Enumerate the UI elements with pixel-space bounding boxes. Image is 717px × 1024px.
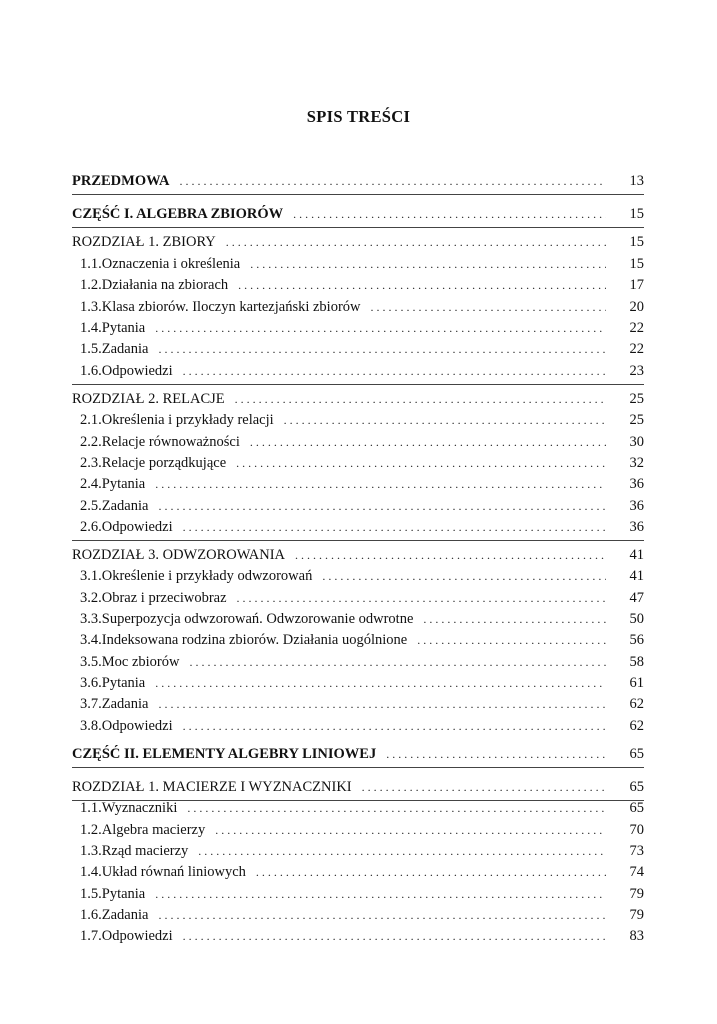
toc-entry-section[interactable] (80, 863, 644, 881)
toc-entry-section[interactable] (80, 518, 644, 536)
toc-entry-label: CZĘŚĆ II. ELEMENTY ALGEBRY LINIOWEJ (72, 746, 377, 762)
toc-entry-section[interactable] (80, 631, 644, 649)
leader-dots (215, 821, 606, 839)
toc-entry-number: 3.4. (80, 632, 102, 648)
toc-entry-page-number: 25 (629, 391, 644, 407)
toc-entry-number: 2.6. (80, 519, 102, 535)
divider (72, 767, 644, 768)
toc-entry-label: Obraz i przeciwobraz (101, 590, 227, 606)
toc-entry-page-number: 65 (629, 779, 644, 795)
toc-entry-label: Pytania (101, 320, 146, 336)
toc-entry-label: CZĘŚĆ I. ALGEBRA ZBIORÓW (72, 206, 284, 222)
leader-dots (238, 276, 606, 294)
toc-entry-page-number: 65 (629, 800, 644, 816)
toc-entry-page-number: 15 (629, 256, 644, 272)
leader-dots (187, 799, 606, 817)
toc-entry-number: 1.4. (80, 864, 102, 880)
toc-entry-number: 3.6. (80, 675, 102, 691)
toc-entry-page-number: 62 (629, 718, 644, 734)
toc-entry-label: Indeksowana rodzina zbiorów. Działania uogólnione (101, 632, 408, 648)
toc-entry-page-number: 13 (629, 173, 644, 189)
toc-entry-page-number: 62 (629, 696, 644, 712)
toc-entry-number: 3.7. (80, 696, 102, 712)
toc-entry-page-number: 70 (629, 822, 644, 838)
toc-entry-section[interactable] (80, 567, 644, 585)
leader-dots (250, 433, 606, 451)
toc-entry-page-number: 22 (629, 320, 644, 336)
toc-entry-section[interactable] (80, 454, 644, 472)
toc-entry-top[interactable] (72, 172, 644, 190)
leader-dots (155, 674, 606, 692)
toc-entry-page-number: 36 (629, 476, 644, 492)
toc-entry-part[interactable] (72, 205, 644, 223)
toc-entry-label: Rząd macierzy (101, 843, 189, 859)
toc-entry-section[interactable] (80, 842, 644, 860)
toc-entry-number: 3.1. (80, 568, 102, 584)
toc-entry-section[interactable] (80, 276, 644, 294)
leader-dots (183, 717, 606, 735)
toc-entry-section[interactable] (80, 799, 644, 817)
leader-dots (158, 340, 606, 358)
toc-entry-number: 1.1. (80, 800, 102, 816)
toc-entry-page-number: 22 (629, 341, 644, 357)
toc-entry-number: 1.3. (80, 299, 102, 315)
toc-entry-label: Określenia i przykłady relacji (101, 412, 274, 428)
toc-entry-label: Określenie i przykłady odwzorowań (101, 568, 313, 584)
toc-entry-label: Odpowiedzi (101, 718, 173, 734)
page-title: SPIS TREŚCI (306, 107, 411, 126)
toc-entry-page-number: 79 (629, 886, 644, 902)
toc-entry-page-number: 61 (629, 675, 644, 691)
toc-entry-number: 3.2. (80, 590, 102, 606)
divider (72, 540, 644, 541)
leader-dots (423, 610, 606, 628)
toc-entry-chapter[interactable] (72, 778, 644, 796)
divider (72, 384, 644, 385)
toc-entry-label: ROZDZIAŁ 2. RELACJE (72, 391, 225, 407)
toc-entry-chapter[interactable] (72, 546, 644, 564)
leader-dots (250, 255, 606, 273)
toc-entry-page-number: 15 (629, 206, 644, 222)
toc-entry-label: Moc zbiorów (101, 654, 180, 670)
leader-dots (362, 778, 606, 796)
toc-entry-section[interactable] (80, 319, 644, 337)
toc-entry-page-number: 41 (629, 547, 644, 563)
toc-entry-section[interactable] (80, 433, 644, 451)
leader-dots (295, 546, 606, 564)
toc-entry-page-number: 36 (629, 498, 644, 514)
toc-entry-label: Odpowiedzi (101, 363, 173, 379)
toc-entry-page-number: 73 (629, 843, 644, 859)
leader-dots (189, 653, 606, 671)
leader-dots (155, 885, 606, 903)
toc-entry-number: 1.2. (80, 277, 102, 293)
toc-entry-page-number: 56 (629, 632, 644, 648)
leader-dots (386, 745, 606, 763)
leader-dots (158, 497, 606, 515)
leader-dots (371, 298, 606, 316)
toc-entry-label: Zadania (101, 498, 149, 514)
leader-dots (226, 233, 606, 251)
toc-entry-page-number: 25 (629, 412, 644, 428)
leader-dots (235, 390, 606, 408)
toc-entry-section[interactable] (80, 411, 644, 429)
toc-entry-page-number: 58 (629, 654, 644, 670)
leader-dots (183, 927, 606, 945)
toc-entry-page-number: 41 (629, 568, 644, 584)
toc-entry-label: Oznaczenia i określenia (101, 256, 241, 272)
toc-entry-label: Odpowiedzi (101, 519, 173, 535)
toc-entry-page-number: 17 (629, 277, 644, 293)
toc-entry-page-number: 32 (629, 455, 644, 471)
toc-entry-section[interactable] (80, 340, 644, 358)
toc-entry-section[interactable] (80, 610, 644, 628)
toc-entry-section[interactable] (80, 589, 644, 607)
toc-entry-label: Układ równań liniowych (101, 864, 246, 880)
toc-entry-number: 1.3. (80, 843, 102, 859)
leader-dots (158, 906, 606, 924)
leader-dots (155, 475, 606, 493)
toc-entry-label: Zadania (101, 907, 149, 923)
toc-entry-page-number: 79 (629, 907, 644, 923)
toc-entry-part[interactable] (72, 745, 644, 763)
toc-entry-section[interactable] (80, 821, 644, 839)
toc-entry-label: ROZDZIAŁ 1. MACIERZE I WYZNACZNIKI (72, 779, 352, 795)
toc-entry-number: 1.2. (80, 822, 102, 838)
toc-entry-label: Zadania (101, 696, 149, 712)
leader-dots (155, 319, 606, 337)
toc-entry-label: ROZDZIAŁ 3. ODWZOROWANIA (72, 547, 286, 563)
toc-entry-number: 1.5. (80, 341, 102, 357)
toc-entry-section[interactable] (80, 927, 644, 945)
toc-entry-label: Działania na zbiorach (101, 277, 229, 293)
leader-dots (284, 411, 606, 429)
toc-entry-number: 1.1. (80, 256, 102, 272)
toc-entry-section[interactable] (80, 885, 644, 903)
toc-entry-number: 1.6. (80, 363, 102, 379)
toc-entry-number: 2.1. (80, 412, 102, 428)
leader-dots (237, 589, 606, 607)
leader-dots (322, 567, 606, 585)
toc-entry-label: Zadania (101, 341, 149, 357)
toc-entry-label: ROZDZIAŁ 1. ZBIORY (72, 234, 216, 250)
leader-dots (417, 631, 606, 649)
toc-entry-label: Algebra macierzy (101, 822, 206, 838)
toc-entry-page-number: 20 (629, 299, 644, 315)
toc-entry-section[interactable] (80, 255, 644, 273)
toc-entry-number: 2.2. (80, 434, 102, 450)
toc-entry-number: 1.6. (80, 907, 102, 923)
toc-entry-page-number: 65 (629, 746, 644, 762)
toc-entry-section[interactable] (80, 674, 644, 692)
toc-entry-page-number: 47 (629, 590, 644, 606)
toc-entry-label: Pytania (101, 886, 146, 902)
toc-entry-page-number: 83 (629, 928, 644, 944)
toc-entry-number: 3.8. (80, 718, 102, 734)
toc-entry-page-number: 15 (629, 234, 644, 250)
toc-entry-chapter[interactable] (72, 233, 644, 251)
toc-entry-label: Wyznaczniki (101, 800, 178, 816)
leader-dots (179, 172, 606, 190)
toc-entry-page-number: 36 (629, 519, 644, 535)
toc-entry-number: 2.4. (80, 476, 102, 492)
toc-entry-section[interactable] (80, 653, 644, 671)
divider (72, 194, 644, 195)
toc-entry-label: Pytania (101, 675, 146, 691)
toc-entry-section[interactable] (80, 362, 644, 380)
toc-entry-section[interactable] (80, 475, 644, 493)
toc-entry-label: Relacje równoważności (101, 434, 240, 450)
toc-entry-number: 2.3. (80, 455, 102, 471)
toc-entry-number: 3.3. (80, 611, 102, 627)
toc-entry-chapter[interactable] (72, 390, 644, 408)
leader-dots (256, 863, 606, 881)
toc-entry-section[interactable] (80, 717, 644, 735)
leader-dots (236, 454, 606, 472)
leader-dots (158, 695, 606, 713)
toc-entry-page-number: 74 (629, 864, 644, 880)
toc-entry-number: 2.5. (80, 498, 102, 514)
toc-entry-label: Pytania (101, 476, 146, 492)
toc-entry-page-number: 50 (629, 611, 644, 627)
divider (72, 227, 644, 228)
toc-entry-number: 3.5. (80, 654, 102, 670)
toc-entry-page-number: 23 (629, 363, 644, 379)
toc-entry-section[interactable] (80, 497, 644, 515)
toc-entry-number: 1.7. (80, 928, 102, 944)
toc-entry-number: 1.5. (80, 886, 102, 902)
toc-entry-label: Klasa zbiorów. Iloczyn kartezjański zbiorów (101, 299, 361, 315)
toc-entry-label: Relacje porządkujące (101, 455, 227, 471)
toc-entry-label: PRZEDMOWA (72, 173, 170, 189)
leader-dots (293, 205, 606, 223)
toc-entry-label: Odpowiedzi (101, 928, 173, 944)
toc-entry-page-number: 30 (629, 434, 644, 450)
leader-dots (198, 842, 606, 860)
toc-entry-section[interactable] (80, 298, 644, 316)
leader-dots (183, 518, 606, 536)
toc-entry-label: Superpozycja odwzorowań. Odwzorowanie odwrotne (101, 611, 414, 627)
leader-dots (183, 362, 606, 380)
toc-entry-number: 1.4. (80, 320, 102, 336)
toc-entry-section[interactable] (80, 906, 644, 924)
toc-entry-section[interactable] (80, 695, 644, 713)
